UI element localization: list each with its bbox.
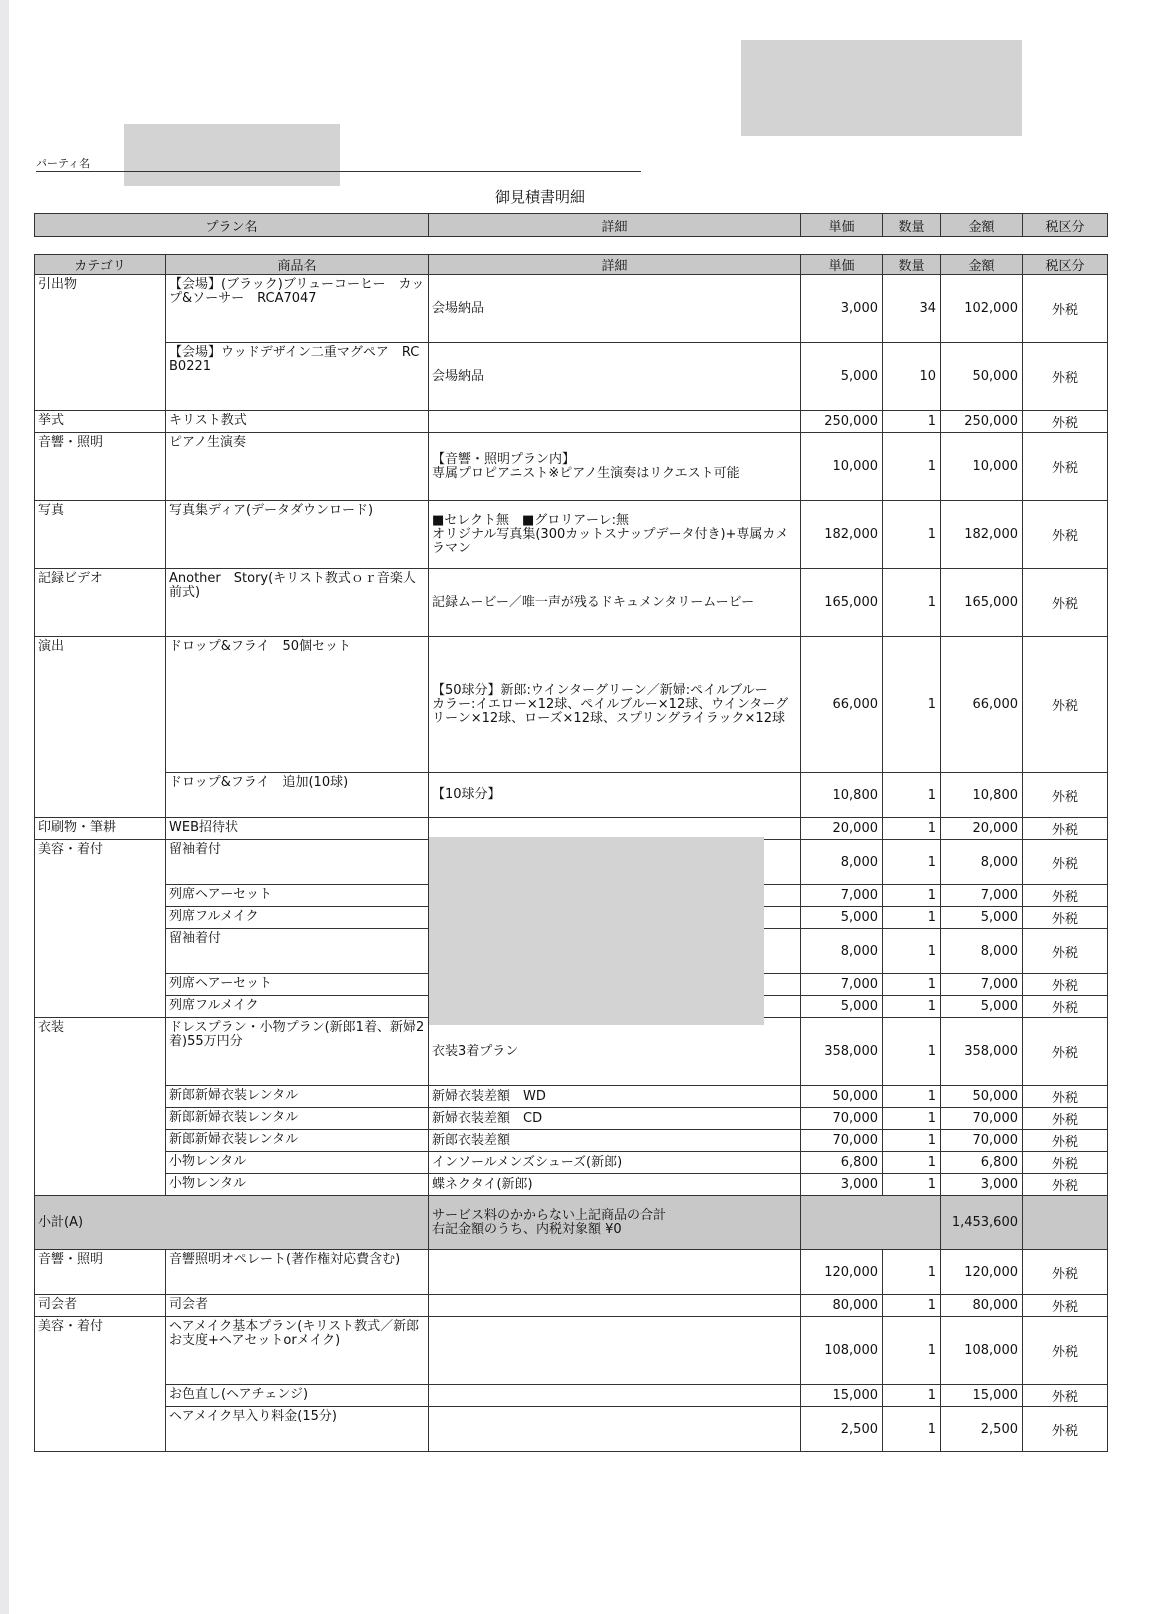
header-quantity: 数量 [883,255,941,275]
tax-type-cell: 外税 [1023,1295,1108,1317]
quantity-cell: 1 [883,974,941,996]
detail-cell: 【音響・照明プラン内】 専属プロピアニスト※ピアノ生演奏はリクエスト可能 [429,433,801,501]
tax-type-cell: 外税 [1023,411,1108,433]
product-name-cell: 留袖着付 [166,840,429,885]
quantity-cell: 1 [883,907,941,929]
tax-type-cell: 外税 [1023,501,1108,569]
amount-cell: 50,000 [941,343,1023,411]
amount-cell: 70,000 [941,1108,1023,1130]
unit-price-cell: 7,000 [801,885,883,907]
unit-price-cell: 7,000 [801,974,883,996]
unit-price-cell: 6,800 [801,1152,883,1174]
redacted-party-name [124,124,340,186]
document-title: 御見積書明細 [494,188,585,206]
table-row [35,1295,1108,1317]
quantity-cell: 1 [883,1152,941,1174]
amount-cell: 120,000 [941,1250,1023,1295]
tax-type-cell: 外税 [1023,1130,1108,1152]
amount-cell: 70,000 [941,1130,1023,1152]
table-row [35,569,1108,637]
amount-cell: 66,000 [941,637,1023,773]
tax-type-cell: 外税 [1023,433,1108,501]
quantity-cell: 1 [883,569,941,637]
amount-cell: 358,000 [941,1018,1023,1086]
category-cell: 挙式 [35,411,166,433]
header-tax: 税区分 [1023,214,1108,237]
detail-cell [429,411,801,433]
detail-cell: 【50球分】新郎:ウインターグリーン／新婦:ペイルブルー カラー:イエロー×12球、ペイルブルー×12球、ウインターグリーン×12球、ローズ×12球、スプリングライラック×12球 [429,637,801,773]
amount-cell: 50,000 [941,1086,1023,1108]
unit-price-cell: 70,000 [801,1130,883,1152]
product-name-cell: 列席フルメイク [166,907,429,929]
table-row [35,1108,1108,1130]
quantity-cell: 1 [883,637,941,773]
table-row [35,275,1108,343]
detail-cell [429,1407,801,1452]
product-name-cell: 小物レンタル [166,1152,429,1174]
plan-header-row [35,214,1108,237]
amount-cell: 15,000 [941,1385,1023,1407]
tax-type-cell: 外税 [1023,840,1108,885]
tax-type-cell: 外税 [1023,343,1108,411]
amount-cell: 108,000 [941,1317,1023,1385]
table-row [35,433,1108,501]
category-cell: 美容・着付 [35,1317,166,1452]
amount-cell: 5,000 [941,996,1023,1018]
detail-cell [429,1295,801,1317]
subtotal-row [35,1196,1108,1250]
category-cell: 音響・照明 [35,1250,166,1295]
tax-type-cell: 外税 [1023,818,1108,840]
quantity-cell: 1 [883,885,941,907]
tax-type-cell: 外税 [1023,773,1108,818]
table-row [35,637,1108,773]
table-row [35,343,1108,411]
tax-type-cell: 外税 [1023,1317,1108,1385]
unit-price-cell: 15,000 [801,1385,883,1407]
unit-price-cell: 250,000 [801,411,883,433]
tax-type-cell: 外税 [1023,275,1108,343]
table-row [35,1130,1108,1152]
header-product: 商品名 [166,255,429,275]
unit-price-cell: 120,000 [801,1250,883,1295]
quantity-cell: 1 [883,840,941,885]
subtotal-detail: サービス料のかからない上記商品の合計 右記金額のうち、内税対象額 ¥0 [429,1196,801,1250]
product-name-cell: 小物レンタル [166,1174,429,1196]
header-amount: 金額 [941,214,1023,237]
amount-cell: 6,800 [941,1152,1023,1174]
table-row [35,1250,1108,1295]
product-name-cell: 列席ヘアーセット [166,974,429,996]
unit-price-cell: 3,000 [801,275,883,343]
tax-type-cell: 外税 [1023,1407,1108,1452]
tax-type-cell: 外税 [1023,929,1108,974]
quantity-cell: 1 [883,1108,941,1130]
unit-price-cell: 8,000 [801,929,883,974]
product-name-cell: ドロップ&フライ 50個セット [166,637,429,773]
table-row [35,1174,1108,1196]
detail-cell: 衣装3着プラン [429,1018,801,1086]
unit-price-cell: 3,000 [801,1174,883,1196]
tax-type-cell: 外税 [1023,1108,1108,1130]
product-name-cell: 列席フルメイク [166,996,429,1018]
detail-cell: ■セレクト無 ■グロリアーレ:無 オリジナル写真集(300カットスナップデータ付き)+専属カメラマン [429,501,801,569]
product-name-cell: 音響照明オペレート(著作権対応費含む) [166,1250,429,1295]
product-name-cell: お色直し(ヘアチェンジ) [166,1385,429,1407]
tax-type-cell: 外税 [1023,1385,1108,1407]
tax-type-cell: 外税 [1023,1174,1108,1196]
header-detail: 詳細 [429,255,801,275]
amount-cell: 102,000 [941,275,1023,343]
amount-cell: 3,000 [941,1174,1023,1196]
amount-cell: 8,000 [941,840,1023,885]
quantity-cell: 1 [883,1317,941,1385]
category-cell: 美容・着付 [35,840,166,1018]
tax-type-cell: 外税 [1023,1152,1108,1174]
unit-price-cell: 70,000 [801,1108,883,1130]
table-row [35,1086,1108,1108]
product-name-cell: 新郎新婦衣装レンタル [166,1130,429,1152]
table-row [35,773,1108,818]
detail-cell: インソールメンズシューズ(新郎) [429,1152,801,1174]
tax-type-cell: 外税 [1023,996,1108,1018]
tax-type-cell: 外税 [1023,974,1108,996]
product-name-cell: 列席ヘアーセット [166,885,429,907]
detail-cell: 会場納品 [429,275,801,343]
tax-type-cell: 外税 [1023,907,1108,929]
detail-cell: 記録ムービー／唯一声が残るドキュメンタリームービー [429,569,801,637]
amount-cell: 20,000 [941,818,1023,840]
table-row [35,1385,1108,1407]
tax-type-cell: 外税 [1023,569,1108,637]
header-detail: 詳細 [429,214,801,237]
table-row [35,1018,1108,1086]
unit-price-cell: 66,000 [801,637,883,773]
detail-cell: 【10球分】 [429,773,801,818]
category-cell: 写真 [35,501,166,569]
header-amount: 金額 [941,255,1023,275]
quantity-cell: 1 [883,929,941,974]
quantity-cell: 1 [883,1407,941,1452]
quantity-cell: 1 [883,1086,941,1108]
quantity-cell: 1 [883,411,941,433]
unit-price-cell: 5,000 [801,907,883,929]
page-edge [0,0,9,1614]
table-row [35,1407,1108,1452]
detail-cell: 新郎衣装差額 [429,1130,801,1152]
amount-cell: 10,000 [941,433,1023,501]
amount-cell: 7,000 [941,974,1023,996]
product-name-cell: 司会者 [166,1295,429,1317]
quantity-cell: 1 [883,1018,941,1086]
header-category: カテゴリ [35,255,166,275]
unit-price-cell: 5,000 [801,343,883,411]
table-row [35,1317,1108,1385]
tax-type-cell: 外税 [1023,1250,1108,1295]
category-cell: 引出物 [35,275,166,411]
unit-price-cell: 358,000 [801,1018,883,1086]
unit-price-cell: 10,800 [801,773,883,818]
header-tax: 税区分 [1023,255,1108,275]
detail-cell [429,1317,801,1385]
unit-price-cell: 182,000 [801,501,883,569]
detail-cell: 蝶ネクタイ(新郎) [429,1174,801,1196]
category-cell: 記録ビデオ [35,569,166,637]
unit-price-cell: 80,000 [801,1295,883,1317]
detail-cell: 新婦衣装差額 WD [429,1086,801,1108]
subtotal-amount: 1,453,600 [941,1196,1023,1250]
product-name-cell: ヘアメイク基本プラン(キリスト教式／新郎お支度+ヘアセットorメイク) [166,1317,429,1385]
plan-header-table [34,213,1108,237]
quantity-cell: 10 [883,343,941,411]
product-name-cell: ピアノ生演奏 [166,433,429,501]
amount-cell: 80,000 [941,1295,1023,1317]
quantity-cell: 1 [883,818,941,840]
product-name-cell: 【会場】(ブラック)ブリューコーヒー カップ&ソーサー RCA7047 [166,275,429,343]
amount-cell: 8,000 [941,929,1023,974]
product-name-cell: Another Story(キリスト教式ｏｒ音楽人前式) [166,569,429,637]
quantity-cell: 34 [883,275,941,343]
table-row [35,501,1108,569]
amount-cell: 2,500 [941,1407,1023,1452]
product-name-cell: 留袖着付 [166,929,429,974]
unit-price-cell: 5,000 [801,996,883,1018]
header-quantity: 数量 [883,214,941,237]
items-header-row [35,255,1108,275]
amount-cell: 10,800 [941,773,1023,818]
product-name-cell: 写真集ディア(データダウンロード) [166,501,429,569]
party-name-label: パーティ名 [36,157,91,170]
amount-cell: 182,000 [941,501,1023,569]
category-cell: 衣装 [35,1018,166,1196]
product-name-cell: WEB招待状 [166,818,429,840]
redacted-header-block [741,40,1022,136]
detail-cell [429,1385,801,1407]
redacted-detail-block [429,837,764,1025]
table-row [35,411,1108,433]
detail-cell [429,1250,801,1295]
header-unit-price: 単価 [801,214,883,237]
product-name-cell: 新郎新婦衣装レンタル [166,1086,429,1108]
quantity-cell: 1 [883,1385,941,1407]
product-name-cell: 【会場】ウッドデザイン二重マグペア RCB0221 [166,343,429,411]
quantity-cell: 1 [883,1295,941,1317]
product-name-cell: 新郎新婦衣装レンタル [166,1108,429,1130]
unit-price-cell: 10,000 [801,433,883,501]
quantity-cell: 1 [883,773,941,818]
subtotal-tax-empty-cell [1023,1196,1108,1250]
quantity-cell: 1 [883,1250,941,1295]
subtotal-label: 小計(A) [35,1196,429,1250]
quantity-cell: 1 [883,433,941,501]
category-cell: 演出 [35,637,166,818]
category-cell: 司会者 [35,1295,166,1317]
tax-type-cell: 外税 [1023,885,1108,907]
category-cell: 音響・照明 [35,433,166,501]
header-unit-price: 単価 [801,255,883,275]
quantity-cell: 1 [883,501,941,569]
product-name-cell: キリスト教式 [166,411,429,433]
amount-cell: 5,000 [941,907,1023,929]
amount-cell: 250,000 [941,411,1023,433]
table-row [35,1152,1108,1174]
amount-cell: 7,000 [941,885,1023,907]
product-name-cell: ヘアメイク早入り料金(15分) [166,1407,429,1452]
unit-price-cell: 8,000 [801,840,883,885]
unit-price-cell: 165,000 [801,569,883,637]
product-name-cell: ドロップ&フライ 追加(10球) [166,773,429,818]
tax-type-cell: 外税 [1023,1018,1108,1086]
unit-price-cell: 20,000 [801,818,883,840]
unit-price-cell: 50,000 [801,1086,883,1108]
detail-cell: 新婦衣装差額 CD [429,1108,801,1130]
header-plan-name: プラン名 [35,214,429,237]
subtotal-empty-cell [801,1196,941,1250]
tax-type-cell: 外税 [1023,1086,1108,1108]
party-name-underline [36,171,641,172]
detail-cell: 会場納品 [429,343,801,411]
unit-price-cell: 108,000 [801,1317,883,1385]
quantity-cell: 1 [883,1130,941,1152]
quantity-cell: 1 [883,996,941,1018]
unit-price-cell: 2,500 [801,1407,883,1452]
tax-type-cell: 外税 [1023,637,1108,773]
category-cell: 印刷物・筆耕 [35,818,166,840]
product-name-cell: ドレスプラン・小物プラン(新郎1着、新婦2着)55万円分 [166,1018,429,1086]
quantity-cell: 1 [883,1174,941,1196]
amount-cell: 165,000 [941,569,1023,637]
